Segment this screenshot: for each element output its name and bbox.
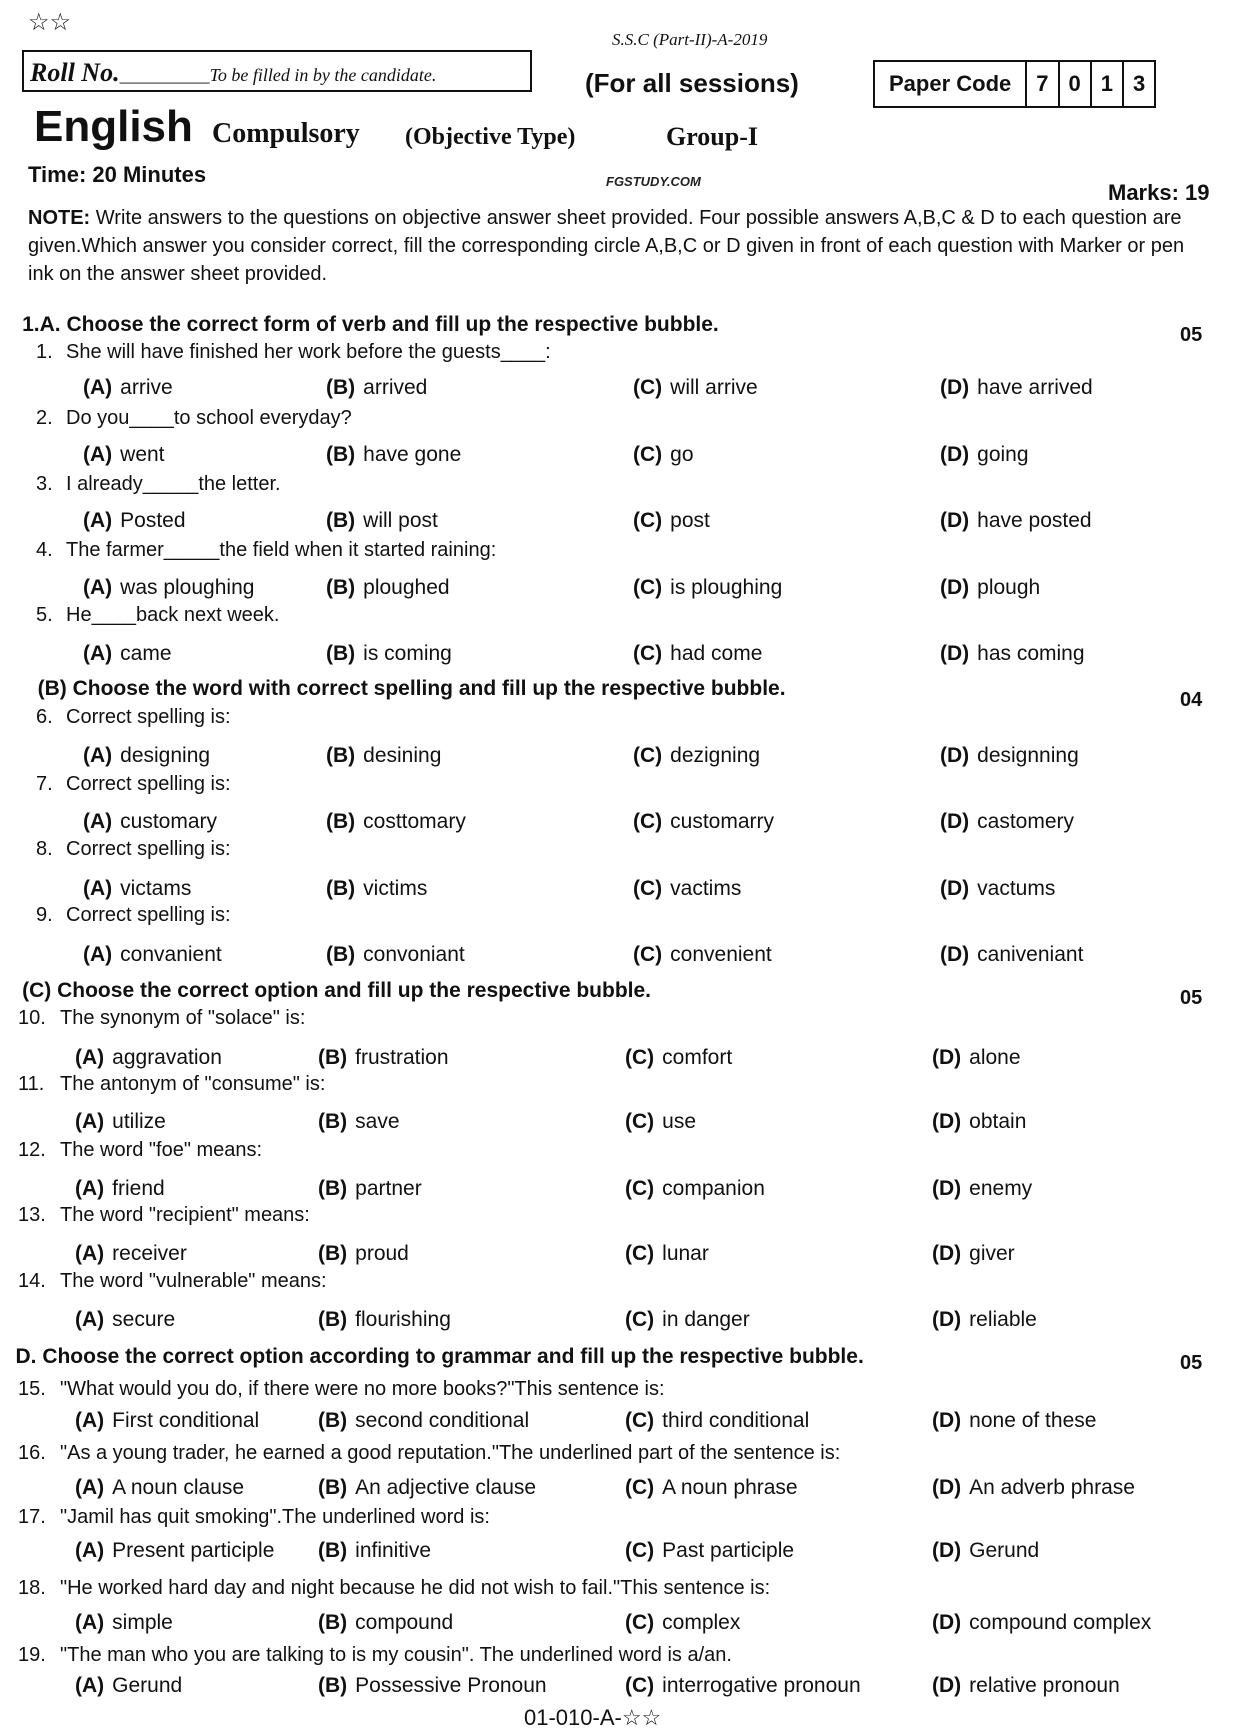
option-letter: (D) [932,1475,962,1499]
roll-number-box [22,50,532,92]
option-text: ploughed [363,575,450,599]
answer-option [75,1110,166,1134]
option-letter: (D) [932,1610,962,1634]
option-letter: (C) [625,1409,655,1433]
option-letter: (C) [625,1308,655,1332]
section-heading: 1.A. Choose the correct form of verb and fill up the respective bubble. [22,313,719,337]
option-letter: (C) [633,509,663,533]
option-letter: (A) [75,1673,105,1697]
option-text: save [355,1110,400,1134]
watermark: FGSTUDY.COM [606,174,701,189]
option-text: giver [969,1242,1015,1266]
option-text: enemy [969,1176,1033,1200]
option-text: Present participle [112,1538,275,1562]
sessions-label: (For all sessions) [585,68,799,98]
answer-option [625,1177,765,1201]
answer-option [625,1110,696,1134]
option-text: arrived [363,376,428,400]
question-number: 10. [18,1007,46,1030]
option-letter: (C) [625,1475,655,1499]
option-text: came [120,642,172,666]
question-number: 11. [18,1072,45,1095]
option-text: alone [969,1046,1021,1070]
answer-option [633,642,762,666]
option-text: third conditional [662,1409,810,1433]
option-text: use [662,1110,697,1134]
option-text: comfort [662,1046,733,1070]
option-letter: (C) [625,1673,655,1697]
option-letter: (C) [633,876,663,900]
answer-option [326,376,427,400]
option-letter: (D) [932,1046,962,1070]
option-letter: (C) [633,376,663,400]
answer-option [75,1308,175,1332]
instructions-note [28,204,1208,288]
option-letter: (A) [83,943,113,967]
option-text: secure [112,1308,176,1332]
question-text: The antonym of "consume" is: [60,1072,326,1095]
option-text: castomery [977,810,1075,834]
option-text: utilize [112,1110,166,1134]
answer-option [326,509,438,533]
option-letter: (A) [83,575,113,599]
subject-title: English [34,102,193,151]
option-text: aggravation [112,1046,222,1070]
option-letter: (B) [318,1242,348,1266]
type-label: (Objective Type) [405,124,576,150]
option-text: First conditional [112,1409,260,1433]
option-letter: (D) [932,1176,962,1200]
note-text: Write answers to the questions on objective answer sheet provided. Four possible answers A,B,C & D to each question are given.Which answer you consider correct, fill the corresponding circle A,B,C or D given in front of each question with Marker or pen ink on the answer sheet provided. [28,207,1185,285]
section-heading: (B) Choose the word with correct spelling and fill up the respective bubble. [37,677,786,701]
answer-option [932,1674,1120,1698]
option-letter: (C) [625,1110,655,1134]
answer-option [932,1177,1032,1201]
option-letter: (C) [625,1610,655,1634]
question-number: 2. [36,407,53,430]
note-label: NOTE: [28,207,91,229]
question-number: 15. [18,1378,46,1401]
paper-code-box [873,60,1156,108]
group-label: Group-I [666,122,758,151]
question-text: "Jamil has quit smoking".The underlined word is: [60,1505,490,1528]
answer-option [75,1177,165,1201]
section-marks: 05 [1180,987,1203,1010]
option-text: interrogative pronoun [662,1673,861,1697]
stars-mark: ☆☆ [28,9,72,36]
question-text: The synonym of "solace" is: [60,1007,306,1030]
option-text: have arrived [977,376,1093,400]
option-letter: (B) [318,1673,348,1697]
answer-option [940,443,1029,467]
option-text: Gerund [112,1673,183,1697]
option-letter: (B) [318,1409,348,1433]
answer-option [326,877,427,901]
answer-option [633,443,694,467]
answer-option [326,576,450,600]
option-text: have gone [363,442,462,466]
question-number: 8. [36,837,53,860]
option-letter: (D) [940,943,970,967]
option-text: partner [355,1176,422,1200]
answer-option [940,376,1093,400]
answer-option [83,744,210,768]
option-letter: (A) [75,1046,105,1070]
option-text: designning [977,743,1079,767]
answer-option [932,1611,1151,1635]
option-letter: (A) [83,876,113,900]
paper-code-digit: 0 [1058,62,1090,106]
option-letter: (B) [326,442,356,466]
option-text: flourishing [355,1308,451,1332]
paper-code-digit: 7 [1025,62,1057,106]
answer-option [83,943,222,967]
option-letter: (B) [318,1110,348,1134]
answer-option [625,1539,794,1563]
answer-option [633,810,774,834]
answer-option [75,1046,222,1070]
question-text: The word "recipient" means: [60,1204,310,1227]
question-number: 6. [36,706,53,729]
option-letter: (D) [940,509,970,533]
option-text: Possessive Pronoun [355,1673,547,1697]
option-text: caniveniant [977,943,1084,967]
option-letter: (A) [83,810,113,834]
option-letter: (D) [940,376,970,400]
option-letter: (A) [83,642,113,666]
option-text: A noun clause [112,1475,245,1499]
question-text: Do you____to school everyday? [66,407,352,430]
answer-option [940,744,1079,768]
option-letter: (A) [75,1475,105,1499]
question-text: "As a young trader, he earned a good reputation."The underlined part of the sentence is: [60,1442,841,1465]
answer-option [932,1046,1021,1070]
option-letter: (A) [83,376,113,400]
option-text: designing [120,743,211,767]
option-text: will post [363,509,438,533]
option-text: compound complex [969,1610,1152,1634]
answer-option [940,509,1092,533]
answer-option [318,1674,547,1698]
option-text: victims [363,876,428,900]
option-text: friend [112,1176,165,1200]
section-heading: (C) Choose the correct option and fill up the respective bubble. [22,978,652,1002]
answer-option [318,1110,400,1134]
answer-option [75,1242,187,1266]
question-number: 4. [36,539,53,562]
time-label: Time: 20 Minutes [28,162,207,187]
answer-option [326,744,441,768]
option-letter: (D) [932,1538,962,1562]
answer-option [83,810,217,834]
option-text: complex [662,1610,741,1634]
option-letter: (A) [75,1242,105,1266]
roll-label: Roll No. [30,58,120,87]
option-text: A noun phrase [662,1475,798,1499]
answer-option [932,1242,1015,1266]
answer-option [633,877,741,901]
answer-option [625,1046,732,1070]
option-letter: (B) [326,810,356,834]
option-letter: (D) [940,642,970,666]
answer-option [932,1476,1135,1500]
option-letter: (D) [940,743,970,767]
paper-code-digit: 1 [1090,62,1122,106]
answer-option [318,1409,529,1433]
option-text: compound [355,1610,454,1634]
option-letter: (B) [318,1046,348,1070]
option-letter: (A) [75,1176,105,1200]
total-marks: Marks: 19 [1108,180,1210,205]
question-number: 9. [36,904,53,927]
option-letter: (B) [326,575,356,599]
answer-option [625,1242,709,1266]
option-letter: (D) [932,1673,962,1697]
question-text: Correct spelling is: [66,904,231,927]
option-letter: (C) [625,1538,655,1562]
section-marks: 05 [1180,1351,1203,1374]
question-text: Correct spelling is: [66,706,231,729]
option-text: An adjective clause [355,1475,537,1499]
option-text: dezigning [670,743,761,767]
option-text: An adverb phrase [969,1475,1135,1499]
question-text: Correct spelling is: [66,837,231,860]
option-text: victams [120,876,192,900]
answer-option [326,810,466,834]
answer-option [326,443,461,467]
option-letter: (C) [625,1046,655,1070]
option-letter: (C) [633,943,663,967]
option-letter: (C) [625,1242,655,1266]
exam-title: S.S.C (Part-II)-A-2019 [612,30,768,49]
section-heading: D. Choose the correct option according to grammar and fill up the respective bubble. [15,1345,864,1368]
answer-option [940,877,1055,901]
option-text: is coming [363,642,452,666]
option-letter: (D) [940,810,970,834]
option-text: relative pronoun [969,1673,1120,1697]
option-text: post [670,509,710,533]
answer-option [932,1539,1039,1563]
option-text: desining [363,743,442,767]
option-text: going [977,442,1029,466]
question-text: "The man who you are talking to is my cousin". The underlined word is a/an. [60,1643,732,1666]
answer-option [633,376,758,400]
question-text: She will have finished her work before the guests____: [66,340,551,363]
section-marks: 05 [1180,324,1203,347]
answer-option [83,576,254,600]
option-letter: (D) [940,876,970,900]
answer-option [318,1242,409,1266]
option-letter: (A) [83,442,113,466]
answer-option [940,943,1083,967]
option-letter: (A) [75,1308,105,1332]
option-text: companion [662,1176,765,1200]
option-text: has coming [977,642,1085,666]
section-marks: 04 [1180,688,1203,711]
answer-option [83,642,172,666]
question-text: The word "foe" means: [60,1139,263,1162]
answer-option [326,943,465,967]
compulsory-label: Compulsory [212,118,360,149]
answer-option [75,1611,173,1635]
answer-option [625,1409,809,1433]
option-text: none of these [969,1409,1097,1433]
answer-option [625,1674,861,1698]
option-letter: (D) [940,575,970,599]
answer-option [633,509,710,533]
option-text: convoniant [363,943,465,967]
question-number: 1. [36,340,53,363]
answer-option [633,576,782,600]
option-text: go [670,442,694,466]
question-number: 5. [36,604,53,627]
answer-option [932,1110,1026,1134]
option-letter: (C) [633,642,663,666]
question-text: "What would you do, if there were no more books?"This sentence is: [60,1378,665,1401]
answer-option [318,1476,536,1500]
paper-code-label: Paper Code [889,71,1012,96]
option-letter: (C) [633,442,663,466]
question-text: The word "vulnerable" means: [60,1269,327,1292]
option-text: costtomary [363,810,466,834]
option-letter: (D) [932,1409,962,1433]
question-number: 3. [36,472,53,495]
option-letter: (B) [318,1610,348,1634]
option-letter: (D) [940,442,970,466]
question-number: 7. [36,772,53,795]
option-text: proud [355,1242,409,1266]
option-text: will arrive [670,376,758,400]
option-letter: (B) [326,376,356,400]
option-text: lunar [662,1242,709,1266]
question-number: 18. [18,1577,46,1600]
question-number: 12. [18,1139,46,1162]
answer-option [83,877,191,901]
option-text: receiver [112,1242,187,1266]
option-text: was ploughing [120,575,255,599]
option-letter: (A) [83,743,113,767]
answer-option [633,943,772,967]
answer-option [83,376,173,400]
answer-option [932,1308,1037,1332]
option-text: Posted [120,509,186,533]
option-text: infinitive [355,1538,432,1562]
option-text: obtain [969,1110,1027,1134]
answer-option [75,1409,259,1433]
option-letter: (A) [75,1110,105,1134]
option-letter: (C) [633,810,663,834]
answer-option [318,1177,422,1201]
answer-option [83,443,165,467]
roll-note: To be filled in by the candidate. [209,65,437,85]
option-letter: (B) [318,1538,348,1562]
question-text: He____back next week. [66,604,280,627]
roll-blank: __________ [119,65,210,85]
answer-option [83,509,186,533]
option-letter: (B) [318,1176,348,1200]
question-text: The farmer_____the field when it started raining: [66,539,497,562]
option-text: Gerund [969,1538,1040,1562]
option-text: customarry [670,810,775,834]
answer-option [318,1046,449,1070]
option-text: went [120,442,165,466]
option-letter: (C) [625,1176,655,1200]
answer-option [940,810,1074,834]
option-letter: (A) [75,1409,105,1433]
answer-option [75,1674,182,1698]
answer-option [625,1611,740,1635]
option-letter: (B) [326,943,356,967]
paper-code-digit: 3 [1122,62,1154,106]
option-letter: (B) [326,642,356,666]
option-text: Past participle [662,1538,795,1562]
answer-option [318,1611,453,1635]
option-letter: (D) [932,1242,962,1266]
option-text: have posted [977,509,1092,533]
answer-option [625,1308,750,1332]
footer-code: 01-010-A-☆☆ [524,1705,662,1730]
answer-option [940,576,1040,600]
option-letter: (B) [326,509,356,533]
option-letter: (A) [75,1610,105,1634]
answer-option [625,1476,798,1500]
option-letter: (A) [83,509,113,533]
option-text: is ploughing [670,575,783,599]
option-text: vactums [977,876,1056,900]
option-letter: (B) [326,876,356,900]
question-number: 16. [18,1442,46,1465]
question-number: 17. [18,1505,46,1528]
option-text: convenient [670,943,772,967]
option-letter: (D) [932,1308,962,1332]
answer-option [940,642,1085,666]
option-letter: (B) [318,1475,348,1499]
question-text: "He worked hard day and night because he did not wish to fail."This sentence is: [60,1577,771,1600]
option-letter: (C) [633,743,663,767]
answer-option [318,1539,431,1563]
question-text: I already_____the letter. [66,472,281,495]
option-text: customary [120,810,218,834]
option-text: frustration [355,1046,449,1070]
option-text: vactims [670,876,742,900]
question-number: 19. [18,1643,46,1666]
answer-option [633,744,760,768]
option-letter: (A) [75,1538,105,1562]
answer-option [318,1308,451,1332]
question-text: Correct spelling is: [66,772,231,795]
answer-option [932,1409,1096,1433]
answer-option [75,1539,274,1563]
option-letter: (B) [326,743,356,767]
answer-option [75,1476,244,1500]
option-letter: (C) [633,575,663,599]
option-text: plough [977,575,1041,599]
option-text: arrive [120,376,173,400]
option-letter: (D) [932,1110,962,1134]
question-number: 13. [18,1204,46,1227]
option-text: reliable [969,1308,1037,1332]
question-number: 14. [18,1269,46,1292]
option-text: second conditional [355,1409,530,1433]
option-text: had come [670,642,763,666]
option-text: convanient [120,943,222,967]
answer-option [326,642,452,666]
option-letter: (B) [318,1308,348,1332]
option-text: simple [112,1610,173,1634]
option-text: in danger [662,1308,750,1332]
